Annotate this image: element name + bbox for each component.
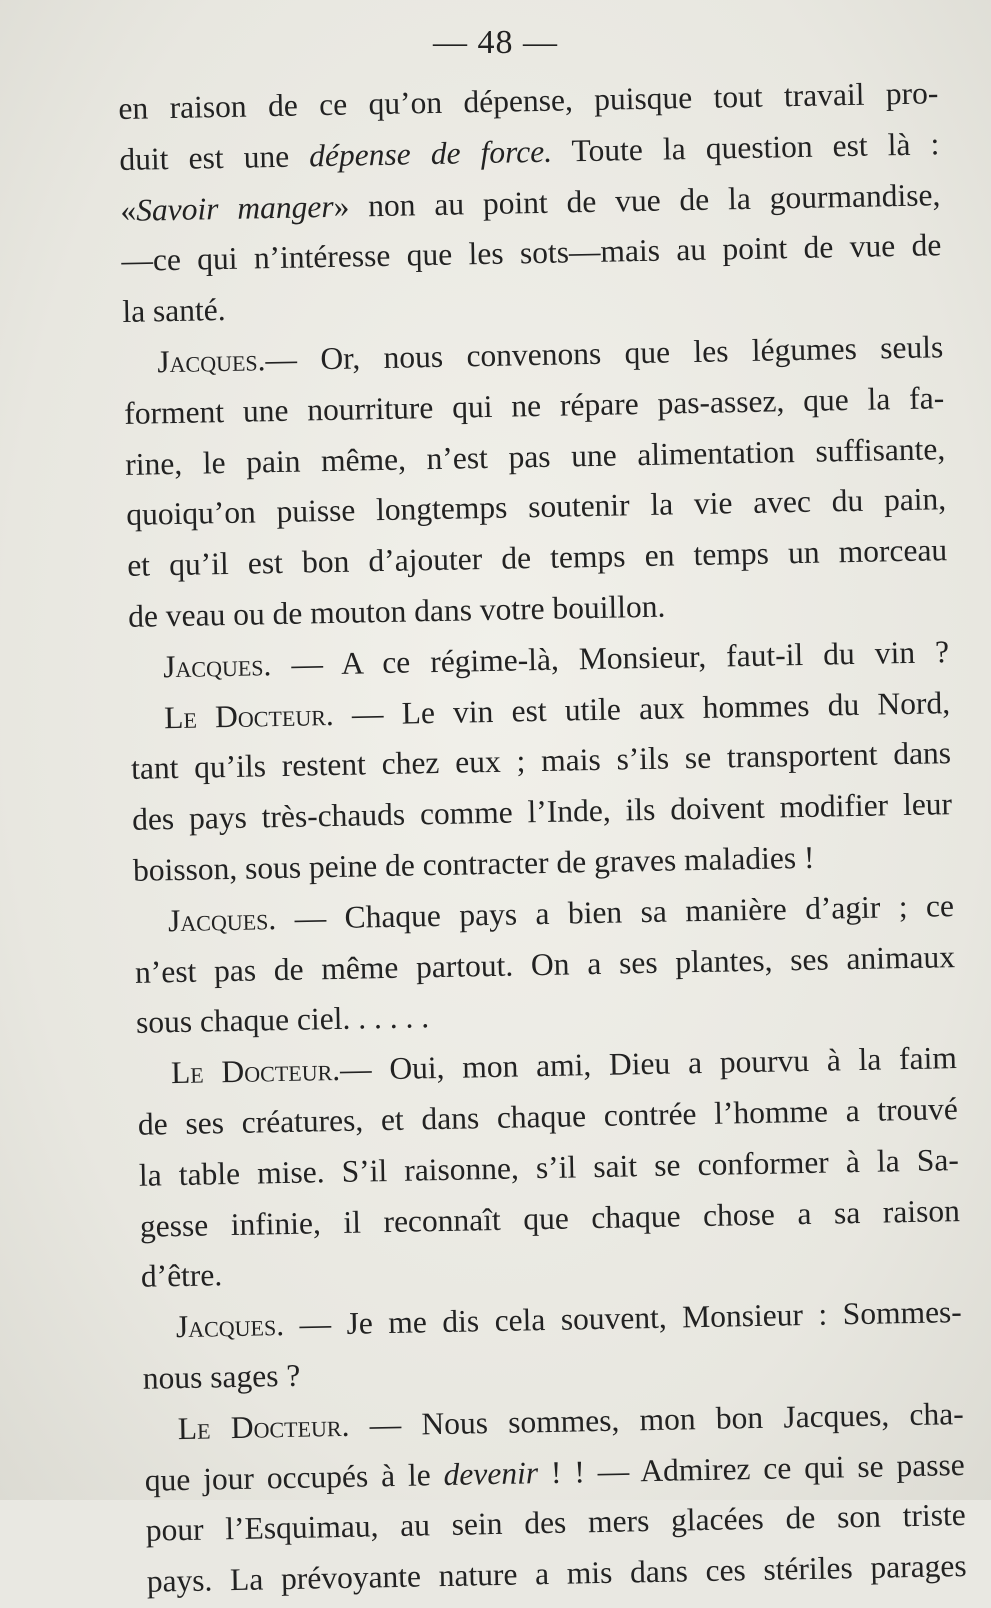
text-segment: — Nous sommes, mon bon Jacques, cha- xyxy=(349,1395,965,1443)
text-segment: de ses créatures, et dans chaque contrée l’homme a trouvé xyxy=(137,1091,959,1142)
italic-phrase: dépense de force. xyxy=(308,133,553,174)
text-segment: tant qu’ils restent chez eux ; mais s’ils se transportent dans xyxy=(130,735,952,787)
text-segment: quoiqu’on puisse longtemps soutenir la vie avec du pain, xyxy=(125,481,947,533)
text-segment: la table mise. S’il raisonne, s’il sait se conformer à la Sa- xyxy=(138,1141,960,1193)
speaker-name: Le Docteur. xyxy=(163,696,335,735)
speaker-name: Le Docteur. xyxy=(177,1407,350,1446)
text-segment: gesse infinie, il reconnaît que chaque chose a sa raison xyxy=(139,1192,961,1244)
text-segment: que jour occupés à le xyxy=(144,1456,444,1498)
text-segment: Toute la question est là : xyxy=(551,126,940,169)
text-segment: nous sages ? xyxy=(142,1357,301,1396)
text-segment: n’est pas de même partout. On a ses plantes, ses animaux xyxy=(134,938,956,990)
text-segment: en raison de ce qu’on dépense, puisque tout travail pro- xyxy=(118,75,939,126)
text-segment: — Chaque pays a bien sa manière d’agir ; ce xyxy=(275,887,955,936)
page-number: — 48 — xyxy=(433,24,558,61)
text-segment: pays. La prévoyante nature a mis dans ces stériles parages xyxy=(146,1548,967,1599)
text-segment: sous chaque ciel. . . . . . xyxy=(135,999,430,1041)
text-segment: —ce qui n’intéresse que les sots—mais au point de vue de xyxy=(121,227,942,279)
text-segment: — Or, nous convenons que les légumes seuls xyxy=(265,329,944,378)
speaker-name: Jacques. xyxy=(167,900,277,938)
text-segment: rine, le pain même, n’est pas une alimentation suffisante, xyxy=(124,430,946,482)
body-text xyxy=(118,68,967,1607)
italic-phrase: Savoir manger xyxy=(135,188,334,228)
text-segment: forment une nourriture qui ne répare pas-assez, que la fa- xyxy=(123,379,945,431)
speaker-name: Le Docteur. xyxy=(170,1052,341,1091)
speaker-name: Jacques. xyxy=(175,1307,285,1345)
text-segment: ! ! — Admirez ce qui se passe xyxy=(537,1446,965,1490)
text-segment: « xyxy=(120,192,137,228)
text-segment: des pays très-chauds comme l’Inde, ils doivent modifier leur xyxy=(131,786,953,838)
text-segment: de veau ou de mouton dans votre bouillon. xyxy=(127,588,666,634)
text-segment: d’être. xyxy=(140,1257,223,1295)
text-segment: la santé. xyxy=(122,292,226,330)
text-segment: et qu’il est bon d’ajouter de temps en temps un morceau xyxy=(126,532,948,584)
text-segment: — Le vin est utile aux hommes du Nord, xyxy=(333,684,951,732)
text-segment: boisson, sous peine de contracter de graves maladies ! xyxy=(132,839,815,888)
speaker-name: Jacques. xyxy=(162,646,272,685)
text-segment: — Je me dis cela souvent, Monsieur : Sommes- xyxy=(283,1294,963,1343)
speaker-name: Jacques. xyxy=(157,342,266,380)
text-segment: » non au point de vue de la gourmandise, xyxy=(333,176,941,224)
text-segment: — A ce régime-là, Monsieur, faut-il du vin ? xyxy=(270,633,950,682)
text-segment: duit est une xyxy=(119,138,310,177)
text-segment: pour l’Esquimau, au sein des mers glacées de son triste xyxy=(145,1497,966,1549)
text-segment: — Oui, mon ami, Dieu a pourvu à la faim xyxy=(339,1040,958,1088)
italic-phrase: devenir xyxy=(443,1454,539,1492)
